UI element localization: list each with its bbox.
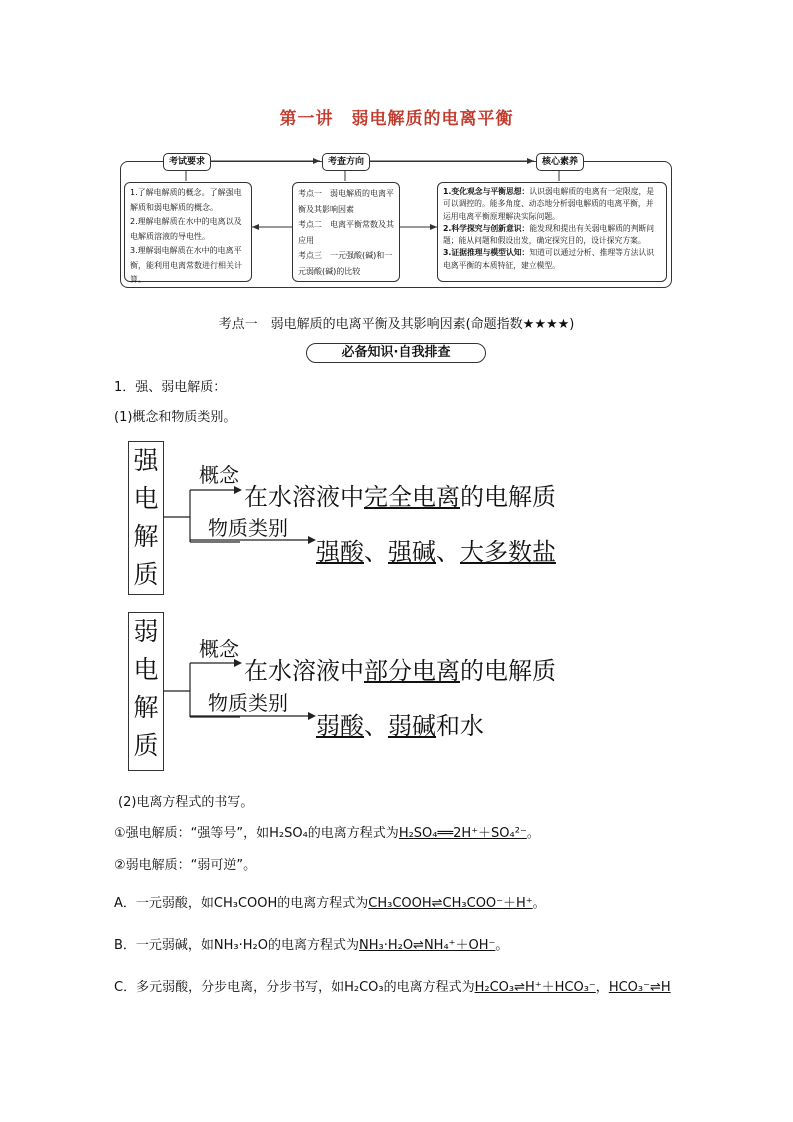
weak-category-label: 物质类别: [208, 691, 288, 715]
weak-electrolyte-label: 弱 电 解 质: [128, 612, 164, 771]
hco3-equation-2: HCO₃⁻⇌H: [608, 980, 671, 995]
ammonia-line: B．一元弱碱，如NH₃·H₂O的电离方程式为NH₃·H₂O⇌NH₄⁺＋OH⁻。: [114, 938, 509, 953]
requirement-3: 3.理解弱电解质在水中的电离平衡，能利用电离常数进行相关计算。: [130, 246, 242, 284]
literacy-3: 3.证据推理与模型认知：知道可以通过分析、推理等方法认识电离平衡的本质特征，建立模型。: [443, 248, 655, 270]
exam-requirements-header: 考试要求: [163, 153, 211, 171]
page-title: 第一讲 弱电解质的电离平衡: [279, 109, 514, 129]
carbonic-acid-line: C．多元弱酸，分步电离，分步书写，如H₂CO₃的电离方程式为H₂CO₃⇌H⁺＋HCO₃⁻，HCO₃⁻⇌H: [114, 980, 671, 995]
ch3cooh-equation: CH₃COOH⇌CH₃COO⁻＋H⁺: [368, 896, 533, 911]
h2co3-equation-1: H₂CO₃⇌H⁺＋HCO₃⁻: [474, 980, 596, 995]
weak-category-arrow: [190, 706, 320, 726]
weak-concept-label: 概念: [199, 637, 239, 661]
exam-point-2: 考点二 电离平衡常数及其应用: [298, 220, 394, 245]
core-literacy-header: 核心素养: [536, 153, 584, 171]
requirement-2: 2.理解电解质在水中的电离以及电解质溶液的导电性。: [130, 217, 242, 241]
exam-point-3: 考点三 一元强酸(碱)和一元弱酸(碱)的比较: [298, 251, 393, 276]
h2so4-equation: H₂SO₄══2H⁺＋SO₄²⁻: [398, 826, 527, 841]
strong-category-label: 物质类别: [208, 516, 288, 540]
strong-concept-label: 概念: [199, 463, 239, 487]
weak-category-values: 弱酸、弱碱和水: [316, 712, 484, 740]
item-1-1: (1)概念和物质类别。: [114, 410, 237, 425]
strong-equation-line: ①强电解质：“强等号”，如H₂SO₄的电离方程式为H₂SO₄══2H⁺＋SO₄²⁻。: [114, 826, 540, 841]
exam-direction-header: 考查方向: [322, 153, 370, 171]
strong-category-arrow: [190, 530, 320, 550]
weak-concept-text: 在水溶液中部分电离的电解质: [244, 657, 556, 685]
core-literacy-box: [437, 182, 667, 282]
requirement-1: 1.了解电解质的概念。了解强电解质和弱电解质的概念。: [130, 188, 242, 212]
exam-point-1: 考点一 弱电解质的电离平衡及其影响因素: [298, 189, 394, 214]
strong-electrolyte-label: 强 电 解 质: [128, 441, 164, 595]
literacy-1: 1.变化观念与平衡思想：认识弱电解质的电离有一定限度，是可以调控的。能多角度、动态地分析弱电解质的电离平衡，并运用电离平衡原理解决实际问题。: [443, 187, 655, 221]
literacy-2: 2.科学探究与创新意识：能发现和提出有关弱电解质的判断问题；能从问题和假设出发，确定探究目的，设计探究方案。: [443, 223, 655, 246]
nh3h2o-equation: NH₃·H₂O⇌NH₄⁺＋OH⁻: [358, 938, 496, 953]
item-1: 1．强、弱电解质：: [114, 380, 227, 395]
exam-direction-box: [292, 182, 400, 282]
strong-concept-text: 在水溶液中完全电离的电解质: [244, 483, 556, 511]
exam-requirements-box: [124, 182, 252, 282]
strong-category-values: 强酸、强碱、大多数盐: [316, 538, 556, 566]
weak-rule-line: ②弱电解质：“弱可逆”。: [114, 858, 257, 873]
acetic-acid-line: A．一元弱酸，如CH₃COOH的电离方程式为CH₃COOH⇌CH₃COO⁻＋H⁺。: [114, 896, 546, 911]
essential-knowledge-badge: 必备知识·自我排查: [306, 343, 486, 363]
section-heading: 考点一 弱电解质的电离平衡及其影响因素(命题指数★★★★): [218, 317, 575, 332]
complete-ionization: 完全电离: [364, 483, 460, 511]
partial-ionization: 部分电离: [364, 657, 460, 685]
item-1-2: (2)电离方程式的书写。: [118, 795, 254, 810]
